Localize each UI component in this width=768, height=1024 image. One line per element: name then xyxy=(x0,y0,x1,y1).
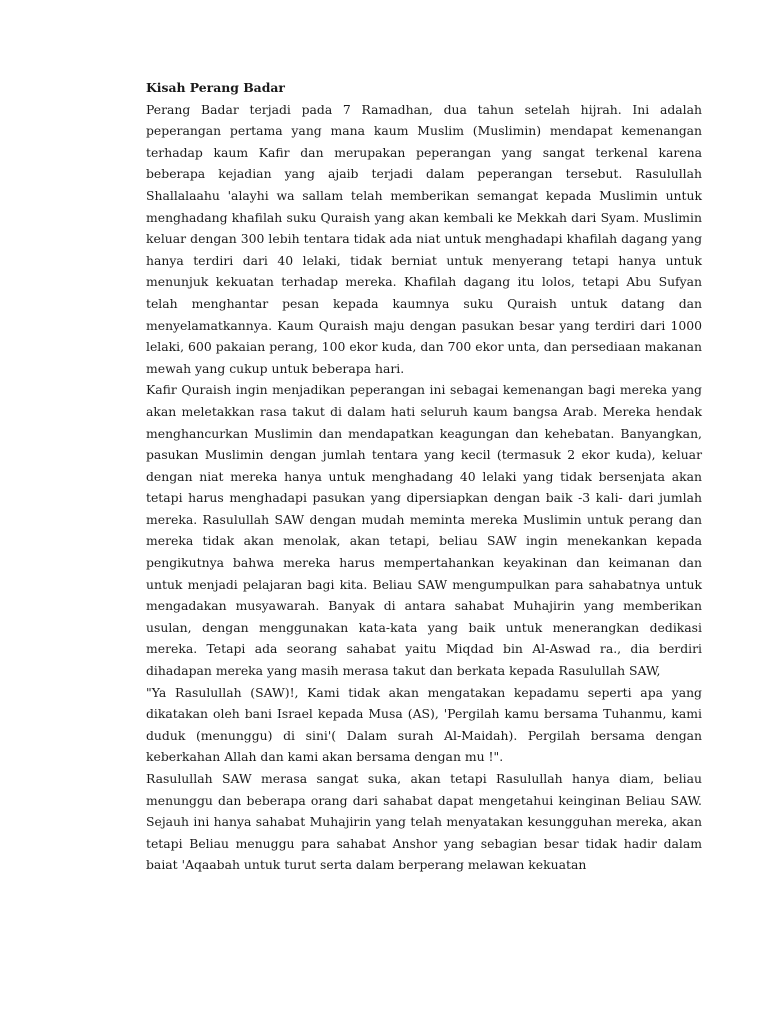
paragraph: Kafir Quraish ingin menjadikan peperangan ini sebagai kemenangan bagi mereka yang akan meletakkan rasa takut di dalam hati seluruh kaum bangsa Arab. Mereka hendak menghancurkan Muslimin dan mendapatkan keagungan dan kehebatan. Banyangkan, pasukan Muslimin dengan jumlah tentara yang kecil (termasuk 2 ekor kuda), keluar dengan niat mereka hanya untuk menghadang 40 lelaki yang tidak bersenjata akan tetapi harus menghadapi pasukan yang dipersiapkan dengan baik -3 kali- dari jumlah mereka. Rasulullah SAW dengan mudah meminta mereka Muslimin untuk perang dan mereka tidak akan menolak, akan tetapi, beliau SAW ingin menekankan kepada pengikutnya bahwa mereka harus mempertahankan keyakinan dan keimanan dan untuk menjadi pelajaran bagi kita. Beliau SAW mengumpulkan para sahabatnya untuk mengadakan musyawarah. Banyak di antara sahabat Muhajirin yang memberikan usulan, dengan menggunakan kata-kata yang baik untuk menerangkan dedikasi mereka. Tetapi ada seorang sahabat yaitu Miqdad bin Al-Aswad ra., dia berdiri dihadapan mereka yang masih merasa takut dan berkata kepada Rasulullah SAW, xyxy=(146,382,702,679)
document-title: Kisah Perang Badar xyxy=(146,80,285,95)
paragraph: Rasulullah SAW merasa sangat suka, akan tetapi Rasulullah hanya diam, beliau menunggu dan beberapa orang dari sahabat dapat mengetahui keinginan Beliau SAW. Sejauh ini hanya sahabat Muhajirin yang telah menyatakan kesungguhan mereka, akan tetapi Beliau menuggu para sahabat Anshor yang sebagian besar tidak hadir dalam baiat 'Aqaabah untuk turut serta dalam berperang melawan kekuatan xyxy=(146,771,702,873)
document-body xyxy=(146,77,702,876)
paragraph: "Ya Rasulullah (SAW)!, Kami tidak akan mengatakan kepadamu seperti apa yang dikatakan oleh bani Israel kepada Musa (AS), 'Pergilah kamu bersama Tuhanmu, kami duduk (menunggu) di sini'( Dalam surah Al-Maidah). Pergilah bersama dengan keberkahan Allah dan kami akan bersama dengan mu !". xyxy=(146,684,702,765)
paragraph: Perang Badar terjadi pada 7 Ramadhan, dua tahun setelah hijrah. Ini adalah peperangan pertama yang mana kaum Muslim (Muslimin) mendapat kemenangan terhadap kaum Kafir dan merupakan peperangan yang sangat terkenal karena beberapa kejadian yang ajaib terjadi dalam peperangan tersebut. Rasulullah Shallalaahu 'alayhi wa sallam telah memberikan semangat kepada Muslimin untuk menghadang khafilah suku Quraish yang akan kembali ke Mekkah dari Syam. Muslimin keluar dengan 300 lebih tentara tidak ada niat untuk menghadapi khafilah dagang yang hanya terdiri dari 40 lelaki, tidak berniat untuk menyerang tetapi hanya untuk menunjuk kekuatan terhadap mereka. Khafilah dagang itu lolos, tetapi Abu Sufyan telah menghantar pesan kepada kaumnya suku Quraish untuk datang dan menyelamatkannya. Kaum Quraish maju dengan pasukan besar yang terdiri dari 1000 lelaki, 600 pakaian perang, 100 ekor kuda, dan 700 ekor unta, dan persediaan makanan mewah yang cukup untuk beberapa hari. xyxy=(146,101,702,376)
